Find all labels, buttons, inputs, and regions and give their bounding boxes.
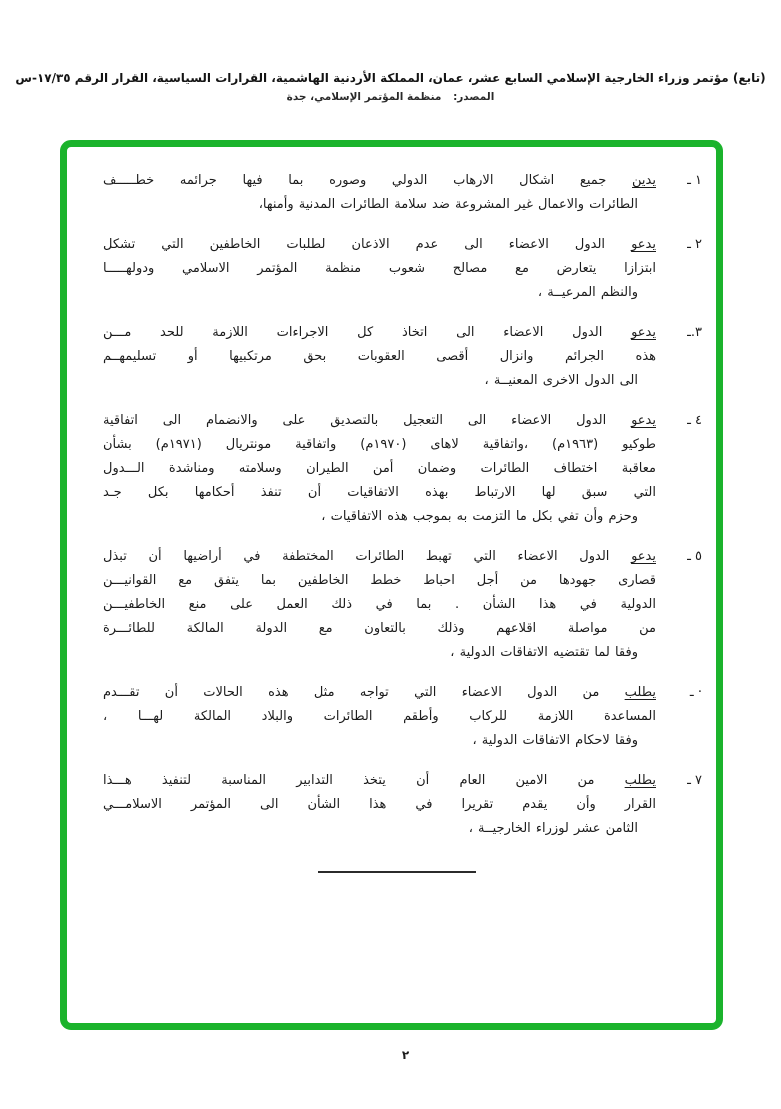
item-line: يدعو الدول الاعضاء الى التعجيل بالتصديق على والانضمام الى اتفاقية [103, 413, 656, 428]
item-line: وحزم وأن تفي بكل ما التزمت به بموجب هذه الاتفاقيات ، [321, 509, 638, 524]
item-number: · ـ [689, 685, 702, 700]
underlined-verb: يطلب [624, 773, 656, 788]
item-line: طوكيو (١٩٦٣م) ،واتفاقية لاهاى (١٩٧٠م) واتفاقية مونتريال (١٩٧١م) بشأن [103, 437, 656, 452]
item-line: قصارى جهودها من أجل احباط خطط الخاطفين بما يتفق مع القوانيـــن [103, 573, 656, 588]
item-text [103, 681, 656, 753]
resolution-item [103, 233, 702, 305]
item-line: وفقا لما تقتضيه الاتفاقات الدولية ، [450, 645, 638, 660]
item-text [103, 321, 656, 393]
resolution-item [103, 769, 702, 841]
item-line: ابتزازا يتعارض مع مصالح شعوب منظمة المؤتمر الاسلامي ودولهـــــا [103, 261, 656, 276]
source-label: المصدر: [453, 91, 495, 103]
page-number: ٢ [401, 1048, 410, 1062]
item-text [103, 233, 656, 305]
header-source-line [0, 91, 781, 103]
item-line: المساعدة اللازمة للركاب وأطقم الطائرات والبلاد المالكة لهـــا ، [103, 709, 656, 724]
item-number: ٣.ـ [687, 325, 702, 340]
underlined-verb: يدعو [631, 413, 656, 428]
underlined-verb: يدعو [631, 237, 656, 252]
item-line: الطائرات والاعمال غير المشروعة ضد سلامة الطائرات المدنية وأمنها، [258, 197, 638, 212]
resolution-item [103, 169, 702, 217]
section-divider [318, 871, 476, 873]
item-line: التي سبق لها الارتباط بهذه الاتفاقيات أن تنفذ أحكامها بكل جـد [103, 485, 656, 500]
item-line: معاقبة اختطاف الطائرات وضمان أمن الطيران وسلامته ومناشدة الـــدول [103, 461, 656, 476]
resolution-item [103, 409, 702, 529]
item-line: يطلب من الامين العام أن يتخذ التدابير المناسبة لتنفيذ هـــذا [103, 773, 656, 788]
item-line: هذه الجرائم وانزال أقصى العقوبات بحق مرتكبيها أو تسليمهــم [103, 349, 656, 364]
item-line: يطلب من الدول الاعضاء التي تواجه مثل هذه الحالات أن تقـــدم [103, 685, 656, 700]
item-text [103, 769, 656, 841]
item-line: يدعو الدول الاعضاء التي تهبط الطائرات المختطفة في أراضيها أن تبذل [103, 549, 656, 564]
item-line: القرار وأن يقدم تقريرا في هذا الشأن الى المؤتمر الاسلامـــي [103, 797, 656, 812]
source-value: منظمة المؤتمر الإسلامي، جدة [286, 91, 442, 103]
item-number: ٤ ـ [687, 413, 702, 428]
document-frame [60, 140, 723, 1030]
item-text [103, 409, 656, 529]
item-line: والنظم المرعيــة ، [537, 285, 638, 300]
item-number: ١ ـ [687, 173, 702, 188]
document-header [0, 71, 781, 103]
item-line: وفقا لاحكام الاتفاقات الدولية ، [472, 733, 638, 748]
item-number: ٥ ـ [687, 549, 702, 564]
item-line: يدعو الدول الاعضاء الى اتخاذ كل الاجراءات اللازمة للحد مـــن [103, 325, 656, 340]
resolution-item [103, 545, 702, 665]
item-line: يدين جميع اشكال الارهاب الدولي وصوره بما فيها جرائمه خطـــــف [103, 173, 656, 188]
item-line: الى الدول الاخرى المعنيــة ، [484, 373, 638, 388]
resolution-item [103, 321, 702, 393]
underlined-verb: يطلب [624, 685, 656, 700]
underlined-verb: يدعو [631, 325, 656, 340]
item-number: ٧ ـ [687, 773, 702, 788]
header-title: (تابع) مؤتمر وزراء الخارجية الإسلامي السابع عشر، عمان، المملكة الأردنية الهاشمية، القرارات السياسية، القرار الرقم ١٧/٣٥-س [15, 71, 766, 85]
item-number: ٢ ـ [687, 237, 702, 252]
item-text [103, 169, 656, 217]
resolution-items [67, 147, 716, 1023]
underlined-verb: يدعو [631, 549, 656, 564]
item-text [103, 545, 656, 665]
item-line: من مواصلة اقلاعهم وذلك بالتعاون مع الدولة المالكة للطائـــرة [103, 621, 656, 636]
item-line: يدعو الدول الاعضاء الى عدم الاذعان لطلبات الخاطفين التي تشكل [103, 237, 656, 252]
item-line: الدولية في هذا الشأن . بما في ذلك العمل على منع الخاطفيـــن [103, 597, 656, 612]
underlined-verb: يدين [632, 173, 656, 188]
resolution-item [103, 681, 702, 753]
item-line: الثامن عشر لوزراء الخارجيــة ، [468, 821, 638, 836]
